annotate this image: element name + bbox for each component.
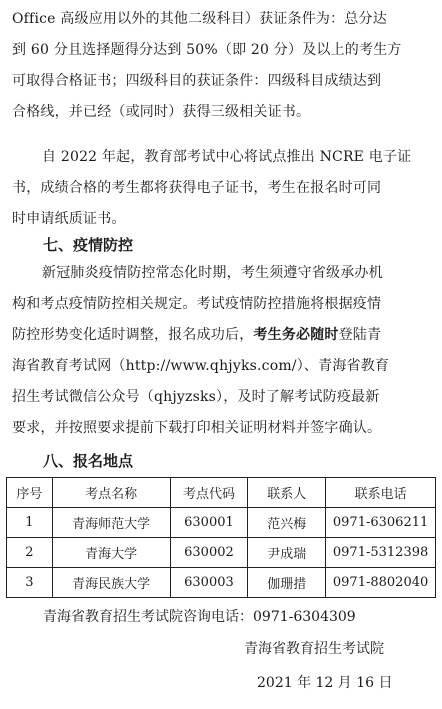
- header-contact: 联系人: [248, 478, 326, 508]
- text-line: [12, 320, 432, 351]
- emphasis-text: 考生务必随时: [253, 327, 339, 343]
- text-line: 时申请纸质证书。: [12, 211, 126, 227]
- cell-site-name: 青海民族大学: [52, 568, 170, 598]
- issue-date: 2021 年 12 月 16 日: [257, 675, 393, 691]
- issuing-organization: 青海省教育招生考试院: [244, 641, 384, 657]
- text-segment: 登陆青: [338, 327, 382, 343]
- text-line: 海省教育考试网（http://www.qhjyks.com/）、青海省教育: [12, 358, 390, 374]
- header-site-name: 考点名称: [52, 478, 170, 508]
- cell-contact: 伽珊措: [248, 568, 326, 598]
- table-row: [7, 538, 436, 568]
- cell-phone: 0971-5312398: [326, 538, 436, 568]
- cell-contact: 尹成瑞: [248, 538, 326, 568]
- cell-phone: 0971-8802040: [326, 568, 436, 598]
- cell-contact: 范兴梅: [248, 508, 326, 538]
- text-line: 要求，并按照要求提前下载打印相关证明材料并签字确认。: [12, 420, 382, 436]
- text-line: 新冠肺炎疫情防控常态化时期，考生须遵守省级承办机: [42, 265, 383, 281]
- section-heading-registration-sites: 八、报名地点: [43, 452, 134, 470]
- consultation-hotline: 青海省教育招生考试院咨询电话：0971-6304309: [43, 609, 356, 625]
- registration-sites-table: [6, 477, 436, 598]
- cell-index: 2: [7, 538, 53, 568]
- header-index: 序号: [7, 478, 53, 508]
- header-site-code: 考点代码: [170, 478, 248, 508]
- section-heading-epidemic-control: 七、疫情防控: [43, 236, 134, 254]
- table-row: [7, 508, 436, 538]
- cell-site-name: 青海师范大学: [52, 508, 170, 538]
- text-line: 招生考试微信公众号（qhjyzsks），及时了解考试防疫最新: [12, 389, 380, 405]
- cell-site-code: 630002: [170, 538, 248, 568]
- cell-site-code: 630003: [170, 568, 248, 598]
- header-phone: 联系电话: [326, 478, 436, 508]
- table-header-row: [7, 478, 436, 508]
- text-line: 可取得合格证书；四级科目的获证条件：四级科目成绩达到: [12, 73, 382, 89]
- text-line: 到 60 分且选择题得分达到 50%（即 20 分）及以上的考生方: [12, 42, 402, 58]
- cell-site-name: 青海大学: [52, 538, 170, 568]
- paragraph-certification-conditions: [12, 4, 432, 128]
- text-line: Office 高级应用以外的其他二级科目）获证条件为：总分达: [12, 11, 387, 27]
- text-line: 构和考点疫情防控相关规定。考试疫情防控措施将根据疫情: [12, 296, 382, 312]
- text-line: 合格线，并已经（或同时）获得三级相关证书。: [12, 104, 311, 120]
- paragraph-epidemic-control: [12, 258, 432, 444]
- cell-index: 1: [7, 508, 53, 538]
- cell-site-code: 630001: [170, 508, 248, 538]
- cell-phone: 0971-6306211: [326, 508, 436, 538]
- paragraph-electronic-certificate: [12, 142, 432, 235]
- cell-index: 3: [7, 568, 53, 598]
- table-row: [7, 568, 436, 598]
- text-line: 自 2022 年起，教育部考试中心将试点推出 NCRE 电子证: [42, 149, 412, 165]
- text-segment: 防控形势变化适时调整，报名成功后，: [12, 327, 254, 343]
- text-line: 书，成绩合格的考生都将获得电子证书，考生在报名时可同: [12, 180, 382, 196]
